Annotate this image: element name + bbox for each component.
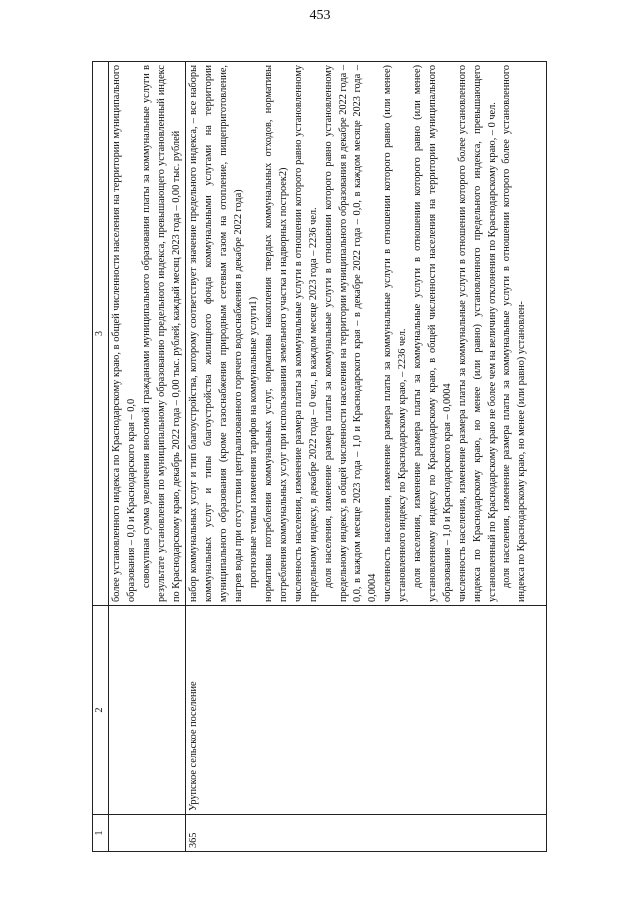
header-col-3: 3 [93,62,109,606]
rotated-table-container [92,62,547,852]
row-details [186,62,547,606]
paragraph-5: доля населения, изменение размера платы за коммунальные услуги в отношении которого равно установленному предельному индексу, в общей численности населения на территории муниципального образования в декабре 2022 года – 0,0, в каждом месяце 2023 года – 1,0 и Краснодарского края – в декабре 2022 года – 0,0, в каждом месяце 2023 года – 0,0004 [322,65,379,602]
paragraph-1: набор коммунальных услуг и тип благоустройства, которому соответствует значение предельного индекса, – все наборы коммунальных услуг и типы благоустройства жилищного фонда коммунальными услугами на территории муниципального образования (кроме газоснабжения природным сетевым газом на отопление, пищеприготовление, нагрев воды при отсутствии централизованного горячего водоснабжения в декабре 2022 года) [188,65,245,602]
continuation-line-2: совокупная сумма увеличения вносимой гражданами муниципального образования платы за коммунальные услуги в результате установления по муниципальному образованию предельного индекса, превышающего установленный индекс по Краснодарскому краю, декабрь 2022 года – 0,00 тыс. рублей, каждый месяц 2023 года – 0,00 тыс. рублей [140,65,182,602]
continuation-name-cell [108,606,186,815]
continuation-row [108,62,186,852]
paragraph-2: прогнозные темпы изменения тарифов на коммунальные услуги1) [248,296,260,588]
row-number: 365 [186,815,547,852]
continuation-line-1: более установленного индекса по Краснодарскому краю, в общей численности населения на территории муниципального образования – 0,0 и Краснодарского края – 0,0 [110,65,137,602]
paragraph-8: численность населения, изменение размера платы за коммунальные услуги в отношении которого более установленного индекса по Краснодарскому краю, но менее (или равно) установленного предельного индекса, превышающего установленный по Краснодарскому краю не более чем на величину отклонения по Краснодарскому краю, – 0 чел. [456,65,498,602]
header-row [93,62,109,852]
continuation-text-cell [108,62,186,606]
data-table [92,61,547,852]
header-col-2: 2 [93,606,109,815]
paragraph-3: нормативы потребления коммунальных услуг, нормативы накопления твердых коммунальных отходов, нормативы потребления коммунальных услуг при использовании земельного участка и надворных построек2) [262,65,289,602]
header-col-1: 1 [93,815,109,852]
continuation-number-cell [108,815,186,852]
paragraph-7: доля населения, изменение размера платы за коммунальные услуги в отношении которого равно (или менее) установленному индексу по Краснодарскому краю, в общей численности населения на территории муниципального образования – 1,0 и Краснодарского края – 0,0004 [412,65,453,602]
paragraph-4: численность населения, изменение размера платы за коммунальные услуги в отношении которого равно установленному предельному индексу, в декабре 2022 года – 0 чел., в каждом месяце 2023 года – 2236 чел. [292,65,319,602]
page-number: 453 [309,8,331,23]
paragraph-6: численность населения, изменение размера платы за коммунальные услуги в отношении которого равно (или менее) установленного индексу по Краснодарскому краю, – 2236 чел. [382,65,409,602]
paragraph-9: доля населения, изменение размера платы за коммунальные услуги в отношении которого более установленного индекса по Краснодарскому краю, но менее (или равно) установлен- [501,65,528,602]
settlement-name: Урупское сельское поселение [186,606,547,815]
table-row [186,62,547,852]
